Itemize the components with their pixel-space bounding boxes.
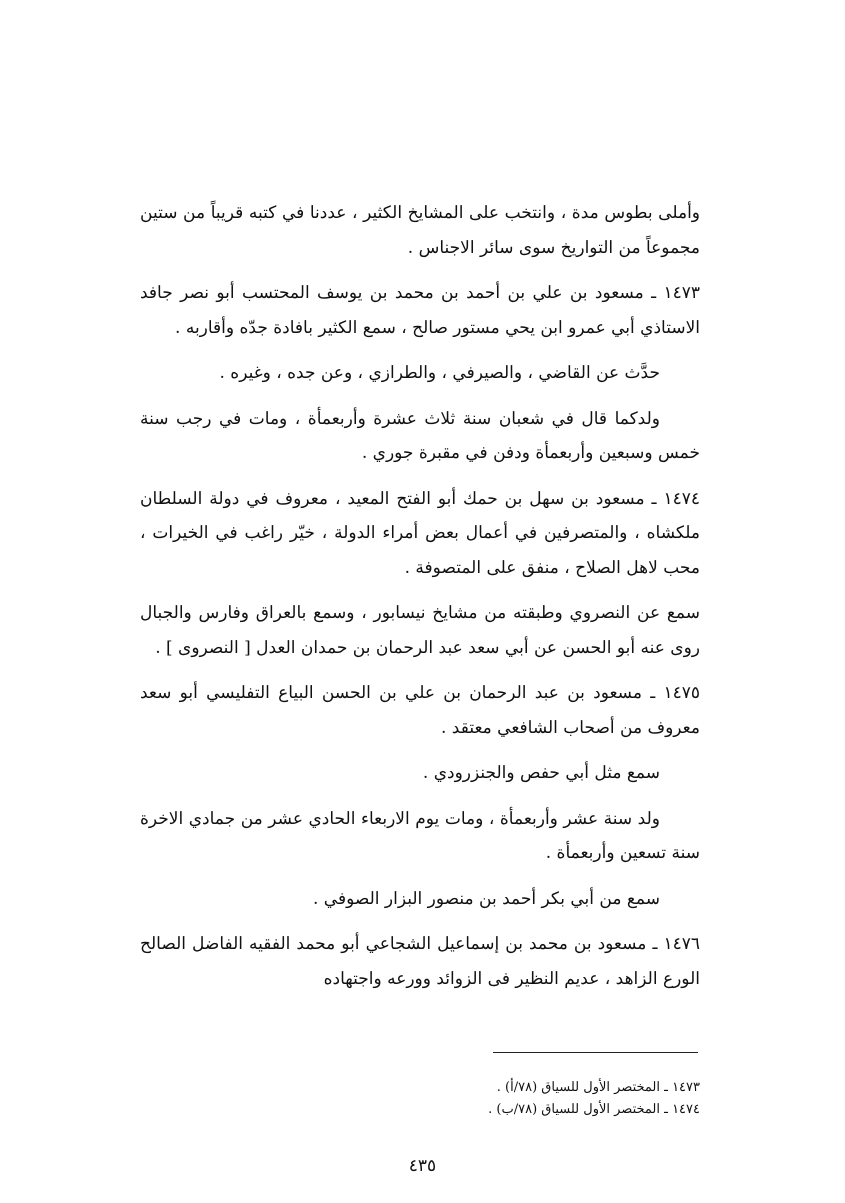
footnote-1474: ١٤٧٤ ـ المختصر الأول للسياق (٧٨/ب) .	[488, 1102, 700, 1117]
entry-1473-narration: حدَّث عن القاضي ، والصيرفي ، والطرازي ، وعن جده ، وغيره .	[219, 363, 660, 383]
entry-1474: ١٤٧٤ ـ مسعود بن سهل بن حمك أبو الفتح المعيد ، معروف في دولة السلطان ملكشاه ، والمتصرفين في أعمال بعض أمراء الدولة ، خيّر راغب في الخيرات ، محب لاهل الصلاح ، منفق على المتصوفة .	[140, 488, 700, 578]
entry-1475-hearing-2: سمع من أبي بكر أحمد بن منصور البزار الصوفي .	[312, 888, 660, 909]
paragraph-intro: وأملى بطوس مدة ، وانتخب على المشايخ الكثير ، عددنا في كتبه قريباً من ستين مجموعاً من التواريخ سوى سائر الاجناس .	[140, 203, 700, 258]
entry-1475-birth-death: ولد سنة عشر وأربعمأة ، ومات يوم الاربعاء الحادي عشر من جمادي الاخرة سنة تسعين وأربعمأة .	[140, 808, 700, 863]
entry-1475: ١٤٧٥ ـ مسعود بن عبد الرحمان بن علي بن الحسن البياع التفليسي أبو سعد معروف من أصحاب الشافعي معتقد .	[140, 683, 700, 738]
entry-1476: ١٤٧٦ ـ مسعود بن محمد بن إسماعيل الشجاعي أبو محمد الفقيه الفاضل الصالح الورع الزاهد ، عديم النظير فى الزوائد وورعه واجتهاده	[140, 934, 700, 989]
footnote-divider	[493, 1052, 698, 1053]
main-text	[140, 196, 700, 1007]
entry-1473: ١٤٧٣ ـ مسعود بن علي بن أحمد بن محمد بن يوسف المحتسب أبو نصر جافد الاستاذي أبي عمرو ابن يحي مستور صالح ، سمع الكثير بافادة جدّه وأقاربه .	[140, 283, 700, 338]
footnotes	[140, 1077, 700, 1121]
page-number: ٤٣٥	[408, 1156, 437, 1176]
entry-1474-hearing: سمع عن النصروي وطبقته من مشايخ نيسابور ، وسمع بالعراق وفارس والجبال روى عنه أبو الحسن عن أبي سعد عبد الرحمان بن حمدان العدل [ النصروى ] .	[140, 603, 700, 658]
entry-1473-birth-death: ولدكما قال في شعبان سنة ثلاث عشرة وأربعمأة ، ومات في رجب سنة خمس وسبعين وأربعمأة ودفن في مقبرة جوري .	[140, 408, 700, 463]
entry-1475-hearing: سمع مثل أبي حفص والجنزرودي .	[422, 763, 660, 783]
footnote-1473: ١٤٧٣ ـ المختصر الأول للسياق (٧٨/أ) .	[496, 1080, 700, 1095]
